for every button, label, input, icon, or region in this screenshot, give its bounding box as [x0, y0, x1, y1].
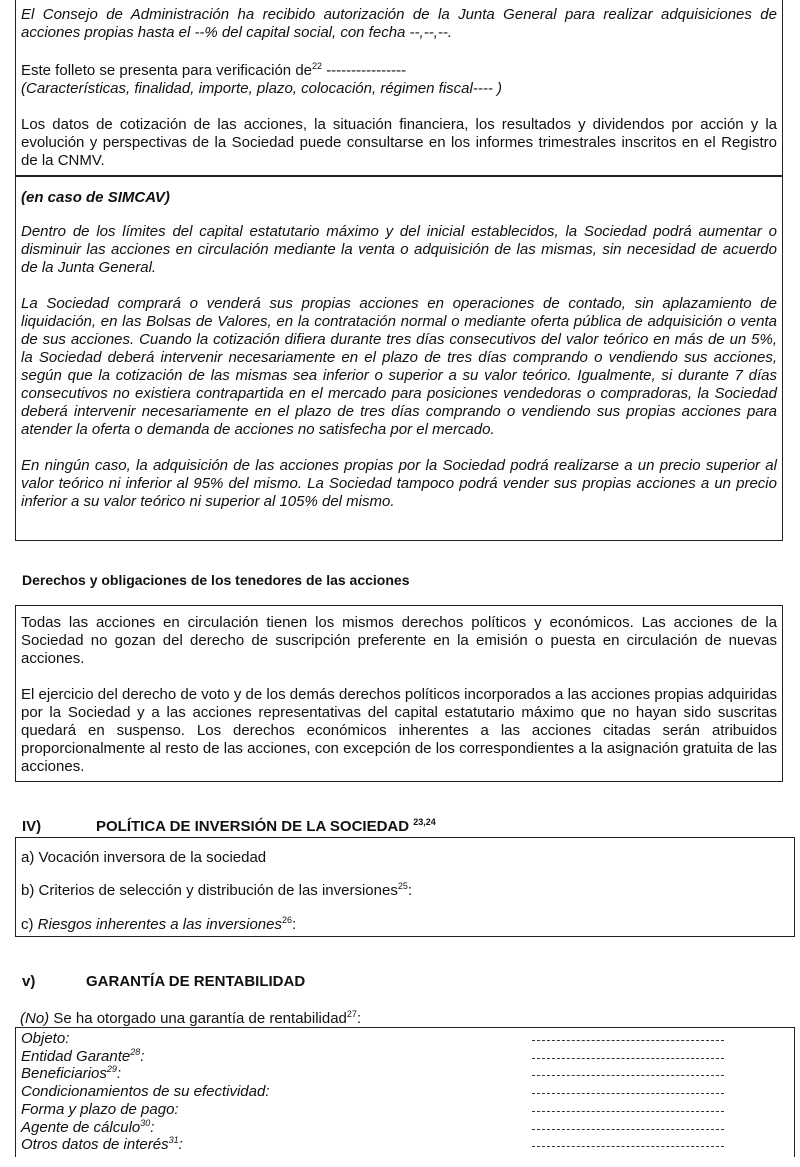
characteristics-note: (Características, finalidad, importe, plazo, colocación, régimen fiscal---- ) [21, 80, 503, 97]
garantia-row: Beneficiarios$^{29}$: [21, 1064, 122, 1082]
simcav-box [15, 176, 783, 541]
derechos-paragraph-2: El ejercicio del derecho de voto y de los demás derechos políticos incorporados a las acciones propias adquiridas por la Sociedad y a las acciones representativas del capital estatutario máximo que no hayan sido suscritas quedará en suspenso. Los derechos económicos inherentes a las acciones citadas serán atribuidos proporcionalmente al resto de las acciones, con excepción de los correspondientes a la asignación gratuita de las acciones. [21, 686, 777, 775]
derechos-box [15, 605, 783, 782]
footnote-ref: 27 [346, 1009, 357, 1019]
verification-paragraph: Este folleto se presenta para verificación $de^{22}$ ---------------- [21, 61, 407, 79]
footnote-ref: 25 [397, 881, 408, 891]
footnote-ref: 22 [312, 61, 323, 71]
blank-line [532, 1040, 724, 1041]
section-v-number: v) [22, 973, 36, 990]
simcav-paragraph-2: La Sociedad comprará o venderá sus propias acciones en operaciones de contado, sin aplazamiento de liquidación, en las Bolsas de Valores, en la contratación normal o mediante oferta pública de adquisición o venta de sus acciones. Cuando la cotización difiera durante tres días consecutivos del valor teórico en más de un 5%, la Sociedad deberá intervenir necesariamente en el plazo de tres días comprando o vendiendo sus acciones, según que la cotización de las mismas sea inferior o superior a su valor teórico. Igualmente, si durante 7 días consecutivos no existiera contrapartida en el mercado para posiciones vendedoras o compradoras, la Sociedad deberá intervenir necesariamente en el plazo de tres días comprando o vendiendo sus propias acciones para atender la oferta o demanda de acciones no satisfecha por el mercado. [21, 295, 777, 438]
derechos-paragraph-1: Todas las acciones en circulación tienen los mismos derechos políticos y económicos. Las acciones de la Sociedad no gozan del derecho de suscripción preferente en la emisión o puesta en circulación de nuevas acciones. [21, 614, 777, 667]
section-iv-title: POLÍTICA DE INVERSIÓN DE LA SOCIEDAD $^{23,24}$ [96, 817, 436, 835]
blank-line [532, 1058, 724, 1059]
blank-line [532, 1111, 724, 1112]
footnote-ref: 26 [281, 915, 292, 925]
blank-line [532, 1093, 724, 1094]
riesgos-item: c) Riesgos inherentes a las inversiones$^{26}$: [21, 915, 297, 933]
blank-line [532, 1075, 724, 1076]
footnote-ref: 23,24 [413, 817, 436, 827]
section-v-title: GARANTÍA DE RENTABILIDAD [86, 973, 306, 990]
garantia-row: Objeto: [21, 1030, 70, 1047]
simcav-paragraph-1: Dentro de los límites del capital estatutario máximo y del inicial establecidos, la Sociedad podrá aumentar o disminuir las acciones en circulación mediante la venta o adquisición de las mismas, sin necesidad de acuerdo de la Junta General. [21, 223, 777, 276]
vocacion-item: a) Vocación inversora de la sociedad [21, 849, 267, 866]
garantia-row: Forma y plazo de pago: [21, 1101, 179, 1118]
criterios-item: b) Criterios de selección y distribución de las inversiones$^{25}$: [21, 881, 413, 899]
simcav-heading: (en caso de SIMCAV) [21, 189, 170, 206]
cnmv-paragraph: Los datos de cotización de las acciones, la situación financiera, los resultados y dividendos por acción y la evolución y perspectivas de la Sociedad puede consultarse en los informes trimestrales inscritos en el Registro de la CNMV. [21, 116, 777, 169]
garantia-row: Otros datos de interés$^{31}$: [21, 1135, 183, 1153]
authorization-paragraph: El Consejo de Administración ha recibido autorización de la Junta General para realizar adquisiciones de acciones propias hasta el --% del capital social, con fecha --,--,--. [21, 6, 777, 41]
derechos-title: Derechos y obligaciones de los tenedores de las acciones [22, 572, 410, 588]
garantia-box [15, 1027, 795, 1157]
garantia-row: Entidad Garante$^{28}$: [21, 1047, 145, 1065]
blank-line [532, 1146, 724, 1147]
section-iv-box [15, 837, 795, 937]
garantia-intro: (No) Se ha otorgado una garantía de rentabilidad$^{27}$: [20, 1009, 362, 1027]
section-iv-number: IV) [22, 818, 42, 835]
garantia-row: Condicionamientos de su efectividad: [21, 1083, 270, 1100]
simcav-paragraph-3: En ningún caso, la adquisición de las acciones propias por la Sociedad podrá realizarse a un precio superior al valor teórico ni inferior al 95% del mismo. La Sociedad tampoco podrá vender sus propias acciones a un precio inferior a su valor teórico ni superior al 105% del mismo. [21, 457, 777, 510]
garantia-row: Agente de cálculo$^{30}$: [21, 1118, 155, 1136]
top-info-box [15, 0, 783, 176]
blank-line [532, 1129, 724, 1130]
